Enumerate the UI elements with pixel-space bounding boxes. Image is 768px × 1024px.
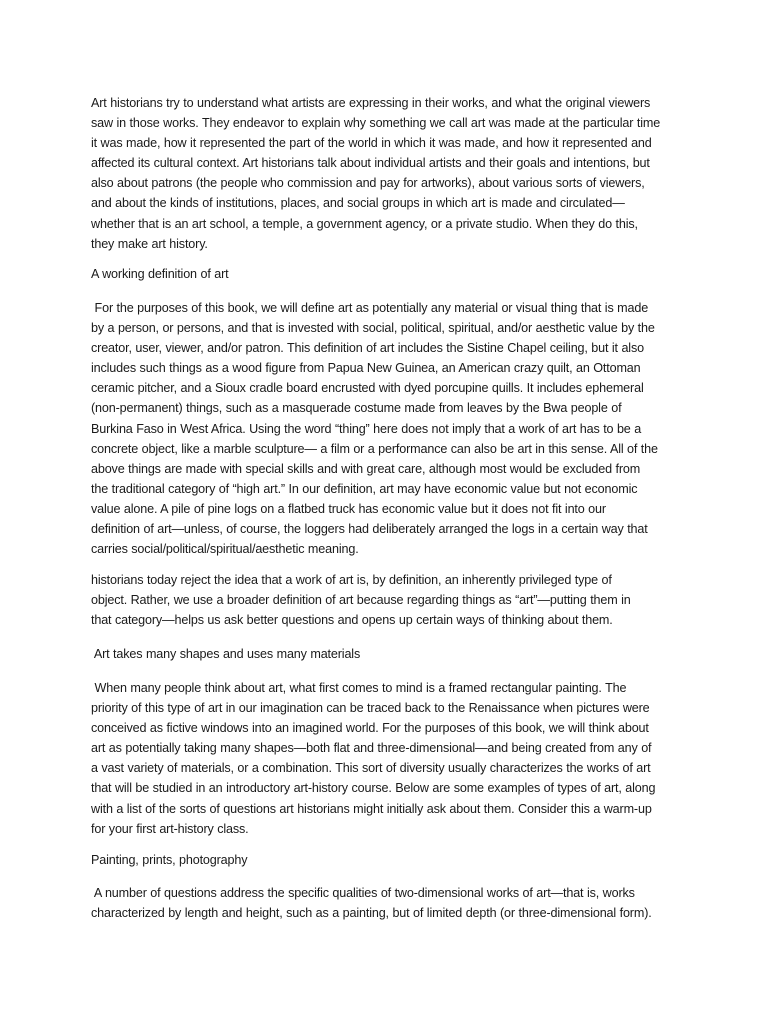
text-line: definition of art—unless, of course, the loggers had deliberately arranged the logs in a certain way that [91,522,648,537]
text-line: by a person, or persons, and that is invested with social, political, spiritual, and/or aesthetic value by the [91,321,655,336]
text-line: ceramic pitcher, and a Sioux cradle board encrusted with dyed porcupine quills. It includes ephemeral [91,381,644,396]
text-line: above things are made with special skills and with great care, although most would be excluded from [91,461,641,476]
text-line: For the purposes of this book, we will define art as potentially any material or visual thing that is made [91,301,649,315]
paragraph-two-dimensional [91,883,691,923]
section-heading: Painting, prints, photography [91,853,248,867]
text-line: Burkina Faso in West Africa. Using the word “thing” here does not imply that a work of art has to be a [91,421,642,436]
text-line: Art historians try to understand what artists are expressing in their works, and what the original viewers [91,96,651,110]
heading-shapes-materials [91,644,691,664]
text-line: creator, user, viewer, and/or patron. This definition of art includes the Sistine Chapel ceiling, but it also [91,341,644,356]
text-line: conceived as fictive windows into an imagined world. For the purposes of this book, we will think about [91,721,649,736]
text-line: the traditional category of “high art.” In our definition, art may have economic value but not economic [91,481,638,496]
text-line: also about patrons (the people who commission and pay for artworks), about various sorts of viewers, [91,176,645,191]
text-line: includes such things as a wood figure from Papua New Guinea, an American crazy quilt, an Ottoman [91,361,641,376]
heading-painting-prints [91,850,691,870]
text-line: historians today reject the idea that a work of art is, by definition, an inherently privileged type of [91,573,612,587]
section-heading: Art takes many shapes and uses many materials [91,647,361,661]
text-line: affected its cultural context. Art historians talk about individual artists and their goals and intentions, but [91,156,650,171]
text-line: carries social/political/spiritual/aesthetic meaning. [91,542,359,557]
text-line: value alone. A pile of pine logs on a flatbed truck has economic value but it does not fit into our [91,501,606,516]
paragraph-definition [91,298,691,559]
text-line: a vast variety of materials, or a combination. This sort of diversity usually characterizes the works of art [91,761,651,776]
heading-working-definition [91,264,691,284]
text-line: with a list of the sorts of questions art historians might initially ask about them. Consider this a warm-up [91,801,652,816]
text-line: that category—helps us ask better questions and opens up certain ways of thinking about them. [91,613,613,628]
section-heading: A working definition of art [91,267,229,281]
text-line: priority of this type of art in our imagination can be traced back to the Renaissance when pictures were [91,701,650,716]
text-line: and about the kinds of institutions, places, and social groups in which art is made and circulated— [91,196,625,211]
text-line: whether that is an art school, a temple, a government agency, or a private studio. When they do this, [91,216,638,231]
paragraph-historians-today [91,570,691,630]
text-line: that will be studied in an introductory art-history course. Below are some examples of types of art, along [91,781,656,796]
text-line: concrete object, like a marble sculpture— a film or a performance can also be art in this sense. All of the [91,441,658,456]
text-line: object. Rather, we use a broader definition of art because regarding things as “art”—putting them in [91,593,631,608]
text-line: When many people think about art, what first comes to mind is a framed rectangular painting. The [91,681,627,695]
text-line: A number of questions address the specific qualities of two-dimensional works of art—that is, works [91,886,635,900]
paragraph-art-historians [91,93,691,254]
text-line: art as potentially taking many shapes—both flat and three-dimensional—and being created from any of [91,741,652,756]
text-line: they make art history. [91,236,208,251]
text-line: saw in those works. They endeavor to explain why something we call art was made at the particular time [91,116,661,131]
text-line: for your first art-history class. [91,821,249,836]
paragraph-many-shapes [91,678,691,839]
text-line: characterized by length and height, such as a painting, but of limited depth (or three-dimensional form). [91,906,652,921]
text-line: it was made, how it represented the part of the world in which it was made, and how it represented and [91,136,652,151]
text-line: (non-permanent) things, such as a masquerade costume made from leaves by the Bwa people of [91,401,622,416]
